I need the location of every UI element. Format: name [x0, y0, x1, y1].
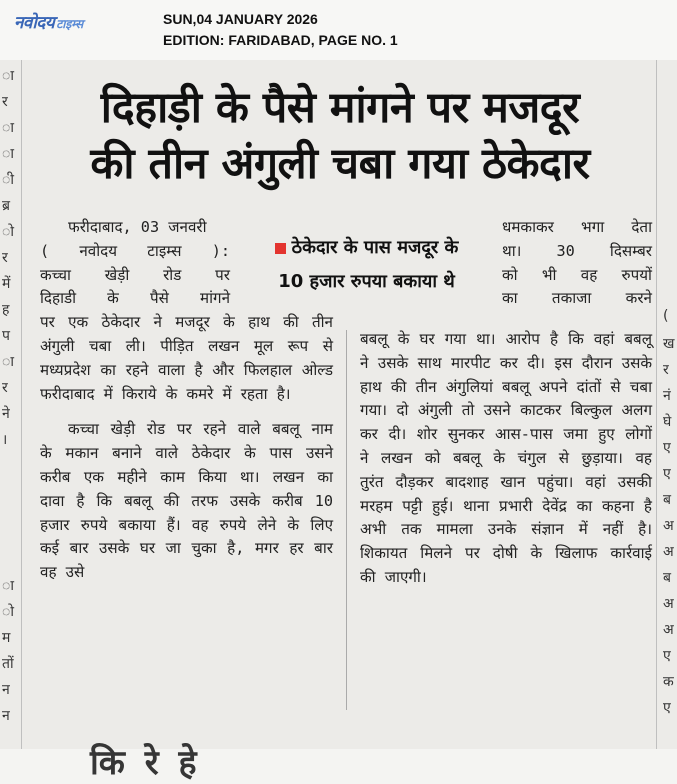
margin-char: न [2, 708, 10, 724]
left-adjacent-column-fragment [0, 60, 22, 749]
pull-quote-line-1: ठेकेदार के पास मजदूर के [291, 237, 459, 258]
masthead [0, 0, 677, 60]
margin-char: ा [2, 146, 14, 162]
byline: ( नवोदय टाइम्स ): [40, 241, 230, 260]
article-headline [30, 80, 650, 192]
next-article-fragment: कि रे हे [90, 743, 201, 783]
body-line: धमकाकर भगा देता [502, 218, 652, 236]
newspaper-logo [14, 10, 83, 33]
margin-char: अ [663, 544, 674, 560]
column-divider [346, 330, 347, 710]
article-column-2-top [502, 216, 652, 311]
margin-char: घे [663, 414, 672, 430]
body-paragraph: पर एक ठेकेदार ने मजदूर के हाथ की तीन अंगुली चबा ली। पीड़ित लखन मूल रूप से मध्यप्रदेश का रहने वाला है और फिलहाल ओल्ड फरीदाबाद में किराये के कमरे में रहता है। [40, 313, 333, 403]
margin-char: र [2, 380, 8, 396]
headline-line-2: की तीन अंगुली चबा गया ठेकेदार [90, 139, 590, 189]
margin-char: । [2, 432, 8, 448]
body-line: था। 30 दिसम्बर [502, 241, 652, 260]
margin-char: ा [2, 68, 14, 84]
headline-line-1: दिहाड़ी के पैसे मांगने पर मजदूर [100, 83, 580, 133]
logo-sub-text: टाइम्स [56, 17, 84, 31]
margin-char: ो [2, 224, 14, 240]
margin-char: ए [663, 648, 671, 664]
body-line: दिहाडी के पैसे मांगने [40, 289, 230, 308]
margin-char: क [663, 674, 674, 690]
edition-date: SUN,04 JANUARY 2026 [163, 11, 318, 27]
margin-char: ( [663, 308, 669, 324]
logo-main-text: नवोदय [14, 13, 55, 33]
margin-char: ए [663, 466, 671, 482]
margin-char: ए [663, 700, 671, 716]
margin-char: ब [663, 492, 671, 508]
margin-char: नं [663, 388, 671, 404]
margin-char: अ [663, 518, 674, 534]
margin-char: में [2, 276, 11, 292]
margin-char: ा [2, 578, 14, 594]
margin-char: र [663, 362, 669, 378]
margin-char: ा [2, 354, 14, 370]
body-line: कच्चा खेड़ी रोड पर [40, 265, 230, 284]
pull-quote-line-2: 10 हजार रुपया बकाया थे [278, 271, 455, 292]
margin-char: अ [663, 596, 674, 612]
body-line: को भी वह रुपयों [502, 265, 652, 284]
body-paragraph: कच्चा खेड़ी रोड पर रहने वाले बबलू नाम के मकान बनाने वाले ठेकेदार के पास उसने करीब एक महीने काम किया था। लखन का दावा है कि बबलू की तरफ उसके करीब 10 हजार रुपये बकाया हैं। वह रुपये लेने के लिए कई बार उसके घर जा चुका है, मगर हर बार वह उसे [40, 420, 333, 582]
edition-info [163, 9, 398, 51]
body-line: का तकाजा करने [502, 289, 652, 308]
dateline: फरीदाबाद, 03 जनवरी [68, 218, 207, 236]
edition-page: EDITION: FARIDABAD, PAGE NO. 1 [163, 32, 398, 48]
margin-char: ए [663, 440, 671, 456]
margin-char: ने [2, 406, 10, 422]
margin-char: ो [2, 604, 14, 620]
margin-char: र [2, 250, 8, 266]
margin-char: प [2, 328, 10, 344]
margin-char: ब [663, 570, 671, 586]
newspaper-page [0, 60, 677, 783]
margin-char: ख [663, 336, 675, 352]
margin-char: तों [2, 656, 14, 672]
red-bullet-icon [275, 243, 286, 254]
margin-char: ब्र [2, 198, 10, 214]
article-column-2 [360, 328, 652, 590]
margin-char: म [2, 630, 11, 646]
pull-quote [233, 231, 500, 299]
margin-char: ा [2, 120, 14, 136]
margin-char: अ [663, 622, 674, 638]
margin-char: ी [2, 172, 14, 188]
margin-char: ह [2, 302, 10, 318]
body-paragraph: बबलू के घर गया था। आरोप है कि वहां बबलू ने उसके साथ मारपीट कर दी। इस दौरान उसके हाथ की तीन अंगुलियां बबलू अपने दांतों से चबा गया। दो अंगुली तो उसने काटकर बिल्कुल अलग कर दी। शोर सुनकर आस-पास जमा हुए लोगों ने लखन को बबलू के चंगुल से छुड़ाया। वह तुरंत दौड़कर बादशाह खान पहुंचा। वहां उसकी मरहम पट्टी हुई। थाना प्रभारी देवेंद्र का कहना है अभी तक मामला उनके संज्ञान में नहीं है। शिकायत मिलने पर दोषी के खिलाफ कार्रवाई की जाएगी। [360, 330, 653, 586]
right-adjacent-column-fragment [656, 60, 677, 749]
margin-char: र [2, 94, 8, 110]
margin-char: न [2, 682, 10, 698]
